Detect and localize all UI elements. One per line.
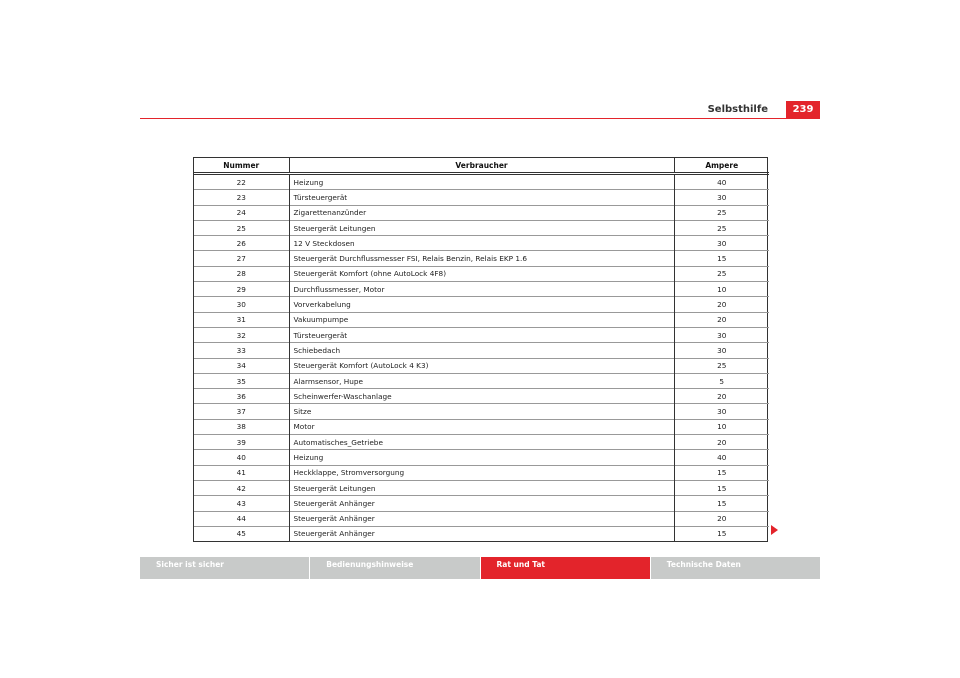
fuse-number-cell: 22 — [236, 177, 246, 187]
ampere-cell: 30 — [674, 236, 769, 251]
consumer-cell: Schiebedach — [289, 343, 674, 358]
fuse-number-cell: 29 — [194, 282, 289, 297]
table-row — [194, 327, 769, 342]
ampere-cell: 15 — [674, 465, 769, 480]
consumer-cell: Zigarettenanzünder — [289, 205, 674, 220]
consumer-cell: 12 V Steckdosen — [289, 236, 674, 251]
page-number: 239 — [786, 101, 820, 119]
consumer-cell: Heizung — [289, 174, 674, 190]
ampere-cell: 40 — [674, 450, 769, 465]
fuse-number-cell: 36 — [194, 389, 289, 404]
consumer-cell: Durchflussmesser, Motor — [289, 282, 674, 297]
consumer-cell: Türsteuergerät — [289, 327, 674, 342]
ampere-cell: 20 — [674, 435, 769, 450]
table-row — [194, 236, 769, 251]
footer-tab-sicher-ist-sicher[interactable]: Sicher ist sicher — [140, 557, 309, 579]
consumer-cell: Motor — [289, 419, 674, 434]
ampere-cell: 10 — [674, 419, 769, 434]
consumer-cell: Steuergerät Leitungen — [289, 480, 674, 495]
consumer-cell: Türsteuergerät — [289, 190, 674, 205]
ampere-cell: 30 — [674, 327, 769, 342]
ampere-cell: 30 — [674, 190, 769, 205]
consumer-cell: Steuergerät Leitungen — [289, 220, 674, 235]
consumer-cell: Steuergerät Durchflussmesser FSI, Relais Benzin, Relais EKP 1.6 — [289, 251, 674, 266]
column-header-nummer: Nummer — [194, 158, 289, 174]
page-title: Selbsthilfe — [707, 104, 768, 115]
consumer-cell: Sitze — [289, 404, 674, 419]
table-row — [194, 373, 769, 388]
fuse-number-cell: 39 — [194, 435, 289, 450]
fuse-number-cell: 34 — [194, 358, 289, 373]
fuse-number-cell: 25 — [194, 220, 289, 235]
ampere-cell: 30 — [674, 343, 769, 358]
table-row — [194, 496, 769, 511]
table-row — [194, 312, 769, 327]
ampere-cell: 30 — [674, 404, 769, 419]
table-row — [194, 174, 769, 190]
table-row — [194, 220, 769, 235]
ampere-cell: 15 — [674, 251, 769, 266]
header-rule — [140, 118, 820, 119]
table-row — [194, 358, 769, 373]
ampere-cell: 20 — [674, 312, 769, 327]
ampere-cell: 20 — [674, 511, 769, 526]
fuse-number-cell: 30 — [194, 297, 289, 312]
fuse-number-cell: 41 — [194, 465, 289, 480]
table-row — [194, 465, 769, 480]
table-row — [194, 450, 769, 465]
table-row — [194, 190, 769, 205]
fuse-number-cell: 23 — [194, 190, 289, 205]
consumer-cell: Steuergerät Anhänger — [289, 526, 674, 541]
fuse-number-cell: 32 — [194, 327, 289, 342]
consumer-cell: Automatisches_Getriebe — [289, 435, 674, 450]
consumer-cell: Steuergerät Anhänger — [289, 496, 674, 511]
ampere-cell: 15 — [674, 496, 769, 511]
ampere-cell: 25 — [674, 205, 769, 220]
table-row — [194, 282, 769, 297]
fuse-number-cell: 24 — [194, 205, 289, 220]
table-row — [194, 480, 769, 495]
ampere-cell: 20 — [674, 297, 769, 312]
ampere-cell: 5 — [674, 373, 769, 388]
fuse-number-cell: 40 — [194, 450, 289, 465]
table-row — [194, 266, 769, 281]
consumer-cell: Vorverkabelung — [289, 297, 674, 312]
fuse-number-cell: 45 — [194, 526, 289, 541]
ampere-cell: 20 — [674, 389, 769, 404]
ampere-cell: 40 — [674, 174, 769, 190]
table-row — [194, 251, 769, 266]
fuse-number-cell: 35 — [194, 373, 289, 388]
fuse-number-cell: 26 — [194, 236, 289, 251]
consumer-cell: Heizung — [289, 450, 674, 465]
ampere-cell: 25 — [674, 358, 769, 373]
fuse-number-cell: 33 — [194, 343, 289, 358]
ampere-cell: 25 — [674, 266, 769, 281]
consumer-cell: Alarmsensor, Hupe — [289, 373, 674, 388]
table-row — [194, 511, 769, 526]
table-row — [194, 343, 769, 358]
table-header-row — [194, 158, 769, 174]
ampere-cell: 10 — [674, 282, 769, 297]
consumer-cell: Steuergerät Anhänger — [289, 511, 674, 526]
table-row — [194, 435, 769, 450]
consumer-cell: Steuergerät Komfort (AutoLock 4 K3) — [289, 358, 674, 373]
ampere-cell: 15 — [674, 480, 769, 495]
next-page-arrow-icon[interactable] — [771, 525, 778, 535]
column-header-ampere: Ampere — [674, 158, 769, 174]
table-row — [194, 389, 769, 404]
fuse-number-cell: 42 — [194, 480, 289, 495]
table-row — [194, 404, 769, 419]
ampere-cell: 15 — [674, 526, 769, 541]
column-header-verbraucher: Verbraucher — [289, 158, 674, 174]
fuse-number-cell: 38 — [194, 419, 289, 434]
fuse-table — [193, 157, 768, 542]
consumer-cell: Scheinwerfer-Waschanlage — [289, 389, 674, 404]
table-row — [194, 205, 769, 220]
fuse-number-cell: 31 — [194, 312, 289, 327]
ampere-cell: 25 — [674, 220, 769, 235]
footer-tab-rat-und-tat[interactable]: Rat und Tat — [481, 557, 650, 579]
consumer-cell: Steuergerät Komfort (ohne AutoLock 4F8) — [289, 266, 674, 281]
fuse-number-cell: 28 — [194, 266, 289, 281]
table-row — [194, 526, 769, 541]
consumer-cell: Vakuumpumpe — [289, 312, 674, 327]
footer-tab-bedienungshinweise[interactable]: Bedienungshinweise — [310, 557, 479, 579]
fuse-number-cell: 44 — [194, 511, 289, 526]
fuse-number-cell: 37 — [194, 404, 289, 419]
footer-tab-technische-daten[interactable]: Technische Daten — [651, 557, 820, 579]
consumer-cell: Heckklappe, Stromversorgung — [289, 465, 674, 480]
table-row — [194, 297, 769, 312]
fuse-number-cell: 43 — [194, 496, 289, 511]
fuse-number-cell: 27 — [194, 251, 289, 266]
footer-nav — [140, 557, 820, 579]
table-row — [194, 419, 769, 434]
